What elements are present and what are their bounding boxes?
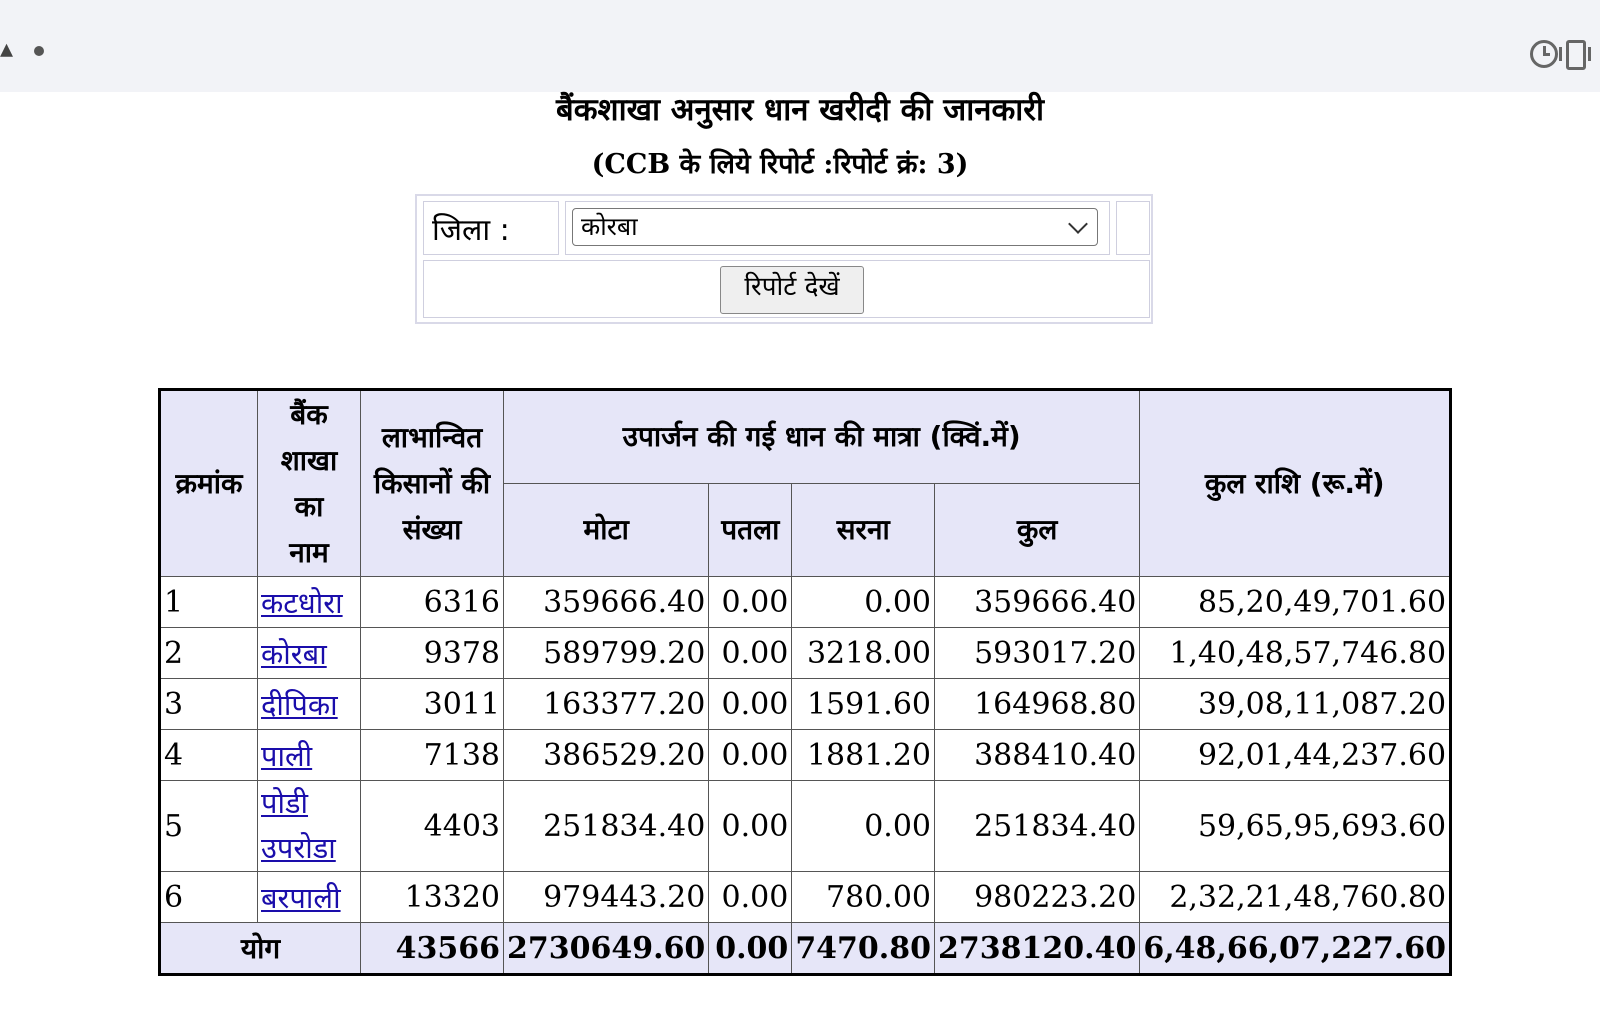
mota-cell: 359666.40 xyxy=(504,577,709,628)
patla-cell: 0.00 xyxy=(709,577,792,628)
farmers-cell: 3011 xyxy=(361,679,504,730)
branch-link-cell xyxy=(258,781,361,872)
view-report-button[interactable]: रिपोर्ट देखें xyxy=(720,266,864,314)
total-row xyxy=(160,923,1451,975)
kul-cell: 251834.40 xyxy=(935,781,1140,872)
table-row xyxy=(160,577,1451,628)
branch-link[interactable]: कोरबा xyxy=(261,636,327,671)
serial-cell: 3 xyxy=(160,679,258,730)
patla-cell: 0.00 xyxy=(709,781,792,872)
amount-cell: 59,65,95,693.60 xyxy=(1140,781,1451,872)
amount-cell: 39,08,11,087.20 xyxy=(1140,679,1451,730)
notification-icon: ▴ xyxy=(0,34,14,64)
district-select-value: कोरबा xyxy=(581,212,638,241)
sarna-cell: 3218.00 xyxy=(792,628,935,679)
patla-cell: 0.00 xyxy=(709,679,792,730)
amount-cell: 85,20,49,701.60 xyxy=(1140,577,1451,628)
serial-cell: 5 xyxy=(160,781,258,872)
empty-cell xyxy=(1116,201,1150,255)
serial-cell: 2 xyxy=(160,628,258,679)
kul-cell: 388410.40 xyxy=(935,730,1140,781)
branch-link-cell xyxy=(258,872,361,923)
sarna-cell: 0.00 xyxy=(792,781,935,872)
procurement-table xyxy=(158,388,1452,976)
total-sarna-cell: 7470.80 xyxy=(792,923,935,975)
total-kul-cell: 2738120.40 xyxy=(935,923,1140,975)
total-amount-cell: 6,48,66,07,227.60 xyxy=(1140,923,1451,975)
serial-cell: 1 xyxy=(160,577,258,628)
serial-cell: 6 xyxy=(160,872,258,923)
branch-link[interactable]: दीपिका xyxy=(261,687,338,722)
header-patla: पतला xyxy=(709,484,792,577)
farmers-cell: 7138 xyxy=(361,730,504,781)
district-label: जिला : xyxy=(432,213,510,248)
branch-link[interactable]: बरपाली xyxy=(261,880,341,915)
total-patla-cell: 0.00 xyxy=(709,923,792,975)
table-row xyxy=(160,781,1451,872)
mota-cell: 251834.40 xyxy=(504,781,709,872)
table-row xyxy=(160,679,1451,730)
header-kul: कुल xyxy=(935,484,1140,577)
branch-link-cell xyxy=(258,628,361,679)
district-select[interactable] xyxy=(572,208,1098,246)
farmers-cell: 9378 xyxy=(361,628,504,679)
mota-cell: 979443.20 xyxy=(504,872,709,923)
kul-cell: 359666.40 xyxy=(935,577,1140,628)
mota-cell: 386529.20 xyxy=(504,730,709,781)
farmers-cell: 6316 xyxy=(361,577,504,628)
table-row xyxy=(160,872,1451,923)
amount-cell: 2,32,21,48,760.80 xyxy=(1140,872,1451,923)
header-mota: मोटा xyxy=(504,484,709,577)
sarna-cell: 780.00 xyxy=(792,872,935,923)
chevron-down-icon xyxy=(1068,214,1088,234)
header-sarna: सरना xyxy=(792,484,935,577)
status-bar xyxy=(0,0,1600,92)
alarm-icon xyxy=(1530,40,1558,68)
amount-cell: 92,01,44,237.60 xyxy=(1140,730,1451,781)
patla-cell: 0.00 xyxy=(709,628,792,679)
sarna-cell: 0.00 xyxy=(792,577,935,628)
table-row xyxy=(160,628,1451,679)
branch-link[interactable]: कटधोरा xyxy=(261,585,343,620)
vibrate-icon xyxy=(1566,40,1586,70)
total-label: योग xyxy=(160,923,361,975)
branch-link-cell xyxy=(258,679,361,730)
table-row xyxy=(160,730,1451,781)
sarna-cell: 1591.60 xyxy=(792,679,935,730)
header-farmers: लाभान्वित किसानों की संख्या xyxy=(361,390,504,577)
kul-cell: 164968.80 xyxy=(935,679,1140,730)
kul-cell: 593017.20 xyxy=(935,628,1140,679)
patla-cell: 0.00 xyxy=(709,730,792,781)
branch-link-cell xyxy=(258,730,361,781)
branch-link-cell xyxy=(258,577,361,628)
mota-cell: 163377.20 xyxy=(504,679,709,730)
header-amount: कुल राशि (रू.में) xyxy=(1140,390,1451,577)
serial-cell: 4 xyxy=(160,730,258,781)
header-quantity-group: उपार्जन की गई धान की मात्रा (क्विं.में) xyxy=(504,390,1140,484)
district-select-cell xyxy=(565,201,1110,255)
patla-cell: 0.00 xyxy=(709,872,792,923)
page-subtitle: (CCB के लिये रिपोर्ट :रिपोर्ट क्रं: 3) xyxy=(591,149,969,180)
total-mota-cell: 2730649.60 xyxy=(504,923,709,975)
filter-form xyxy=(415,194,1153,324)
branch-link[interactable]: पाली xyxy=(261,738,313,773)
farmers-cell: 4403 xyxy=(361,781,504,872)
kul-cell: 980223.20 xyxy=(935,872,1140,923)
sarna-cell: 1881.20 xyxy=(792,730,935,781)
branch-link[interactable]: पोडी उपरोडा xyxy=(261,786,336,865)
mota-cell: 589799.20 xyxy=(504,628,709,679)
header-serial: क्रमांक xyxy=(160,390,258,577)
button-cell xyxy=(423,260,1150,318)
header-branch: बैंक शाखा का नाम xyxy=(258,390,361,577)
district-label-cell xyxy=(423,201,559,255)
amount-cell: 1,40,48,57,746.80 xyxy=(1140,628,1451,679)
farmers-cell: 13320 xyxy=(361,872,504,923)
page-title: बैंकशाखा अनुसार धान खरीदी की जानकारी xyxy=(556,92,1044,128)
notification-dot-icon xyxy=(34,46,44,56)
total-farmers-cell: 43566 xyxy=(361,923,504,975)
